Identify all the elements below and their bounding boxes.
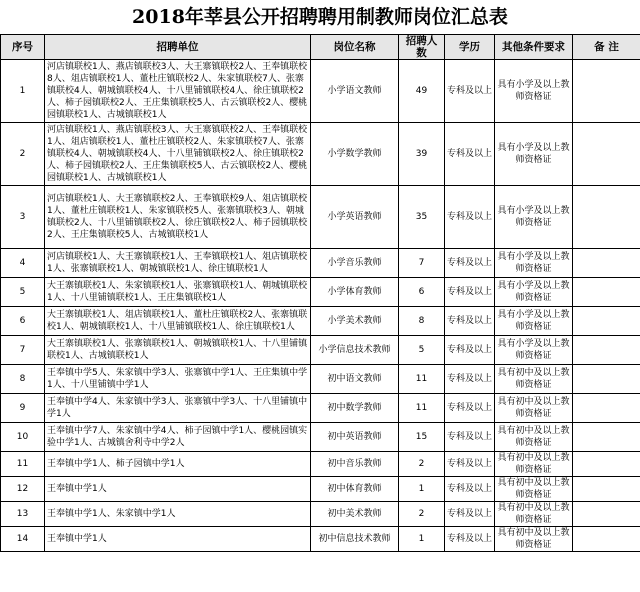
- cell-edu: 专科及以上: [445, 365, 495, 394]
- cell-position: 小学英语教师: [311, 186, 399, 249]
- cell-req: 具有小学及以上教师资格证: [495, 249, 573, 278]
- table-row: [1, 365, 640, 394]
- cell-unit: 王奉镇中学7人、朱家镇中学4人、柿子园镇中学1人、樱桃园镇实验中学1人、古城镇舍利寺中学2人: [45, 423, 311, 452]
- cell-edu: 专科及以上: [445, 394, 495, 423]
- table-row: [1, 186, 640, 249]
- cell-position: 初中语文教师: [311, 365, 399, 394]
- positions-table: [0, 34, 640, 552]
- table-row: [1, 307, 640, 336]
- cell-position: 初中数学教师: [311, 394, 399, 423]
- cell-count: 7: [399, 249, 445, 278]
- table-row: [1, 502, 640, 527]
- cell-unit: 王奉镇中学1人: [45, 477, 311, 502]
- cell-position: 小学美术教师: [311, 307, 399, 336]
- cell-position: 小学信息技术教师: [311, 336, 399, 365]
- cell-edu: 专科及以上: [445, 452, 495, 477]
- header-count: 招聘人数: [399, 35, 445, 60]
- table-row: [1, 527, 640, 552]
- table-row: [1, 60, 640, 123]
- cell-count: 49: [399, 60, 445, 123]
- cell-no: 1: [1, 60, 45, 123]
- cell-note: [573, 477, 640, 502]
- cell-count: 1: [399, 527, 445, 552]
- cell-count: 39: [399, 123, 445, 186]
- cell-no: 4: [1, 249, 45, 278]
- table-header-row: [1, 35, 640, 60]
- table-row: [1, 123, 640, 186]
- table-row: [1, 477, 640, 502]
- cell-req: 具有小学及以上教师资格证: [495, 336, 573, 365]
- table-row: [1, 394, 640, 423]
- cell-note: [573, 423, 640, 452]
- cell-note: [573, 527, 640, 552]
- cell-note: [573, 249, 640, 278]
- cell-req: 具有小学及以上教师资格证: [495, 307, 573, 336]
- header-edu: 学历: [445, 35, 495, 60]
- cell-edu: 专科及以上: [445, 307, 495, 336]
- cell-req: 具有小学及以上教师资格证: [495, 123, 573, 186]
- header-no: 序号: [1, 35, 45, 60]
- cell-edu: 专科及以上: [445, 527, 495, 552]
- cell-count: 6: [399, 278, 445, 307]
- cell-edu: 专科及以上: [445, 60, 495, 123]
- header-unit: 招聘单位: [45, 35, 311, 60]
- cell-note: [573, 307, 640, 336]
- cell-unit: 大王寨镇联校1人、朱家镇联校1人、张寨镇联校1人、朝城镇联校1人、十八里铺镇联校1人、王庄集镇联校1人: [45, 278, 311, 307]
- cell-edu: 专科及以上: [445, 477, 495, 502]
- cell-req: 具有小学及以上教师资格证: [495, 278, 573, 307]
- cell-count: 11: [399, 394, 445, 423]
- cell-req: 具有初中及以上教师资格证: [495, 394, 573, 423]
- cell-unit: 河店镇联校1人、大王寨镇联校2人、王奉镇联校9人、俎店镇联校1人、董杜庄镇联校1人、朱家镇联校5人、张寨镇联校3人、朝城镇联校2人、十八里铺镇联校2人、徐庄镇联校2人、柿子园镇联校2人、王庄集镇联校5人、古城镇联校1人: [45, 186, 311, 249]
- cell-count: 35: [399, 186, 445, 249]
- header-req: 其他条件要求: [495, 35, 573, 60]
- cell-no: 5: [1, 278, 45, 307]
- cell-position: 初中美术教师: [311, 502, 399, 527]
- cell-note: [573, 502, 640, 527]
- cell-unit: 大王寨镇联校1人、张寨镇联校1人、朝城镇联校1人、十八里铺镇联校1人、古城镇联校1人: [45, 336, 311, 365]
- cell-note: [573, 278, 640, 307]
- cell-count: 5: [399, 336, 445, 365]
- cell-unit: 王奉镇中学1人、柿子园镇中学1人: [45, 452, 311, 477]
- cell-req: 具有初中及以上教师资格证: [495, 502, 573, 527]
- cell-unit: 王奉镇中学5人、朱家镇中学3人、张寨镇中学1人、王庄集镇中学1人、十八里铺镇中学1人: [45, 365, 311, 394]
- table-row: [1, 452, 640, 477]
- cell-edu: 专科及以上: [445, 336, 495, 365]
- cell-no: 12: [1, 477, 45, 502]
- cell-edu: 专科及以上: [445, 249, 495, 278]
- cell-req: 具有初中及以上教师资格证: [495, 477, 573, 502]
- cell-note: [573, 336, 640, 365]
- cell-req: 具有小学及以上教师资格证: [495, 186, 573, 249]
- cell-no: 3: [1, 186, 45, 249]
- page-title: 2018年莘县公开招聘聘用制教师岗位汇总表: [132, 6, 508, 28]
- cell-position: 初中信息技术教师: [311, 527, 399, 552]
- cell-count: 2: [399, 452, 445, 477]
- cell-edu: 专科及以上: [445, 423, 495, 452]
- cell-position: 小学音乐教师: [311, 249, 399, 278]
- cell-req: 具有初中及以上教师资格证: [495, 452, 573, 477]
- cell-note: [573, 186, 640, 249]
- cell-no: 8: [1, 365, 45, 394]
- cell-edu: 专科及以上: [445, 186, 495, 249]
- cell-no: 14: [1, 527, 45, 552]
- cell-no: 11: [1, 452, 45, 477]
- cell-note: [573, 452, 640, 477]
- cell-unit: 王奉镇中学1人: [45, 527, 311, 552]
- cell-count: 2: [399, 502, 445, 527]
- cell-unit: 河店镇联校1人、大王寨镇联校1人、王奉镇联校1人、俎店镇联校1人、张寨镇联校1人、朝城镇联校1人、徐庄镇联校1人: [45, 249, 311, 278]
- cell-note: [573, 365, 640, 394]
- cell-position: 初中英语教师: [311, 423, 399, 452]
- cell-position: 小学数学教师: [311, 123, 399, 186]
- cell-no: 6: [1, 307, 45, 336]
- cell-no: 13: [1, 502, 45, 527]
- table-row: [1, 249, 640, 278]
- cell-edu: 专科及以上: [445, 278, 495, 307]
- cell-position: 小学体育教师: [311, 278, 399, 307]
- cell-no: 7: [1, 336, 45, 365]
- cell-count: 11: [399, 365, 445, 394]
- cell-edu: 专科及以上: [445, 502, 495, 527]
- cell-no: 2: [1, 123, 45, 186]
- table-row: [1, 336, 640, 365]
- cell-position: 初中体育教师: [311, 477, 399, 502]
- cell-unit: 王奉镇中学4人、朱家镇中学3人、张寨镇中学3人、十八里铺镇中学1人: [45, 394, 311, 423]
- cell-req: 具有初中及以上教师资格证: [495, 527, 573, 552]
- cell-position: 初中音乐教师: [311, 452, 399, 477]
- cell-req: 具有初中及以上教师资格证: [495, 365, 573, 394]
- table-row: [1, 423, 640, 452]
- cell-no: 10: [1, 423, 45, 452]
- cell-unit: 河店镇联校1人、燕店镇联校3人、大王寨镇联校2人、王奉镇联校1人、俎店镇联校1人、董杜庄镇联校2人、朱家镇联校7人、张寨镇联校4人、朝城镇联校4人、十八里铺镇联校2人、徐庄镇联校2人、柿子园镇联校2人、王庄集镇联校5人、古云镇联校2人、樱桃园镇联校1人、古城镇联校1人: [45, 123, 311, 186]
- cell-count: 1: [399, 477, 445, 502]
- cell-edu: 专科及以上: [445, 123, 495, 186]
- table-row: [1, 278, 640, 307]
- header-position: 岗位名称: [311, 35, 399, 60]
- cell-req: 具有小学及以上教师资格证: [495, 60, 573, 123]
- cell-unit: 河店镇联校1人、燕店镇联校3人、大王寨镇联校2人、王奉镇联校8人、俎店镇联校1人、董杜庄镇联校2人、朱家镇联校7人、张寨镇联校4人、朝城镇联校4人、十八里铺镇联校4人、徐庄镇联校2人、柿子园镇联校2人、王庄集镇联校5人、古云镇联校2人、樱桃园镇联校1人、古城镇联校1人: [45, 60, 311, 123]
- cell-note: [573, 394, 640, 423]
- cell-position: 小学语文教师: [311, 60, 399, 123]
- cell-no: 9: [1, 394, 45, 423]
- header-note: 备 注: [573, 35, 640, 60]
- cell-count: 15: [399, 423, 445, 452]
- cell-req: 具有初中及以上教师资格证: [495, 423, 573, 452]
- cell-note: [573, 60, 640, 123]
- cell-count: 8: [399, 307, 445, 336]
- cell-note: [573, 123, 640, 186]
- cell-unit: 王奉镇中学1人、朱家镇中学1人: [45, 502, 311, 527]
- cell-unit: 大王寨镇联校1人、俎店镇联校1人、董杜庄镇联校2人、张寨镇联校1人、朝城镇联校1人、十八里铺镇联校1人、徐庄镇联校1人: [45, 307, 311, 336]
